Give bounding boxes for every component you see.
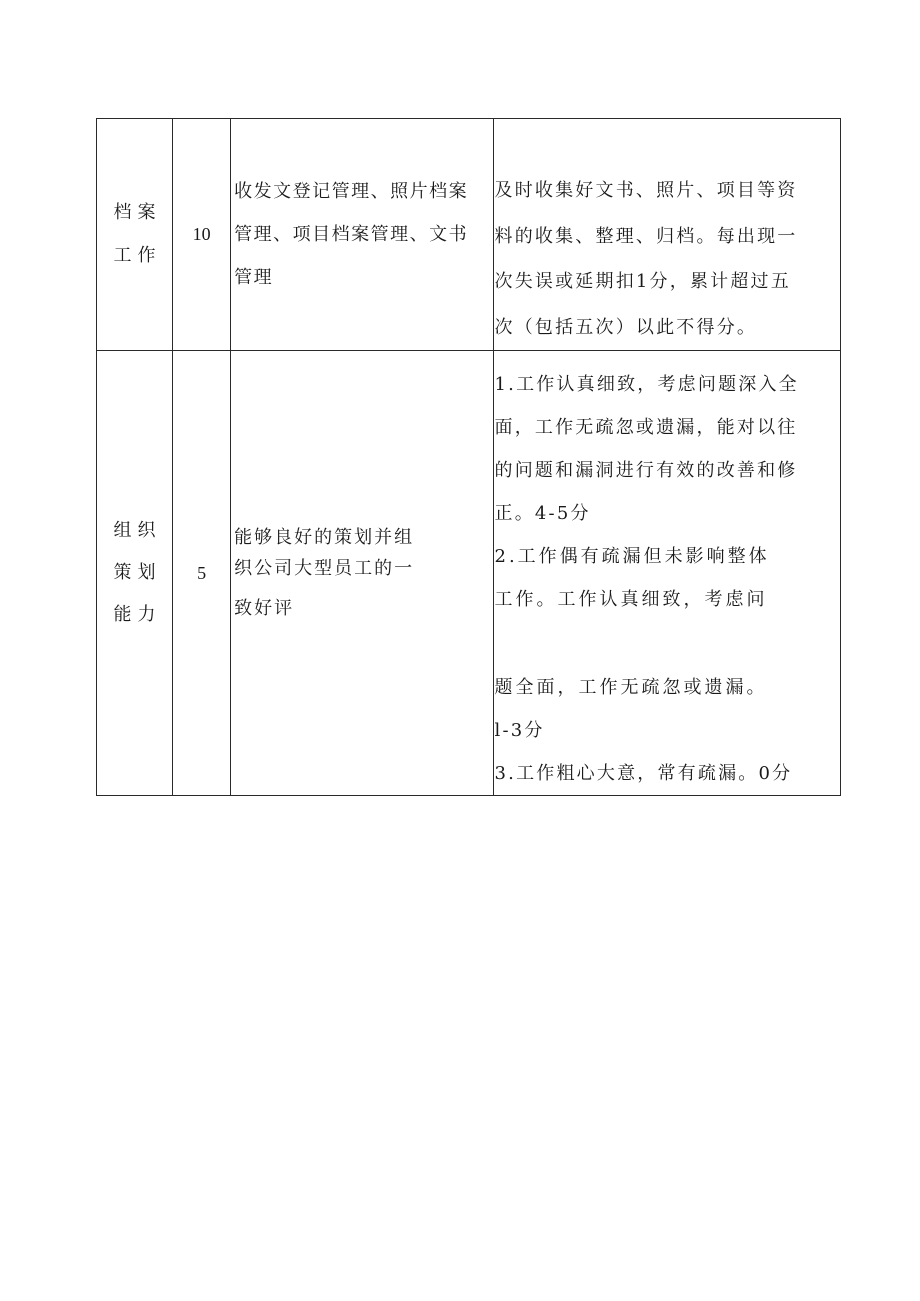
evaluation-table — [96, 118, 841, 796]
content-text: 致好评 — [234, 598, 295, 619]
criteria-text: 2.工作偶有疏漏但未影响整体 — [494, 546, 770, 567]
table-row-archive-work — [97, 119, 841, 351]
content-text: 收发文登记管理、照片档案 — [234, 181, 469, 202]
criteria-text: 3.工作粗心大意，常有疏漏。0分 — [494, 763, 793, 784]
content-text: 织公司大型员工的一 — [234, 558, 415, 579]
criteria-text: 次（包括五次）以此不得分。 — [494, 316, 758, 338]
criteria-text: 的问题和漏洞进行有效的改善和修 — [494, 460, 798, 481]
spacer — [495, 621, 841, 666]
category-text: 策划 — [113, 561, 162, 583]
criteria-cell — [493, 351, 841, 796]
category-text: 能力 — [113, 604, 162, 626]
criteria-text: 料的收集、整理、归档。每出现一 — [494, 225, 798, 247]
score-cell: 10 — [173, 119, 231, 351]
category-cell — [97, 119, 173, 351]
content-text: 管理 — [234, 267, 274, 288]
content-cell — [231, 119, 493, 351]
criteria-text: 及时收集好文书、照片、项目等资 — [494, 180, 798, 201]
criteria-text: 工作。工作认真细致，考虑问 — [494, 589, 768, 610]
content-text: 能够良好的策划并组 — [234, 527, 415, 548]
category-text: 档案 — [113, 202, 162, 224]
score-cell: 5 — [173, 351, 231, 796]
category-text: 组织 — [113, 519, 162, 541]
criteria-text: 正。4-5分 — [494, 503, 591, 524]
criteria-text: 题全面，工作无疏忽或遗漏。 — [494, 677, 768, 698]
content-text: 管理、项目档案管理、文书 — [234, 224, 469, 245]
criteria-text: 面，工作无疏忽或遗漏，能对以往 — [494, 417, 798, 438]
category-cell — [97, 351, 173, 796]
table-row-organization-planning — [97, 351, 841, 796]
criteria-cell — [493, 119, 841, 351]
category-text: 工作 — [113, 244, 162, 266]
content-cell — [231, 351, 493, 796]
criteria-text: l-3分 — [494, 720, 545, 741]
criteria-text: 次失误或延期扣1分，累计超过五 — [494, 271, 791, 292]
criteria-text: 1.工作认真细致，考虑问题深入全 — [494, 374, 799, 395]
